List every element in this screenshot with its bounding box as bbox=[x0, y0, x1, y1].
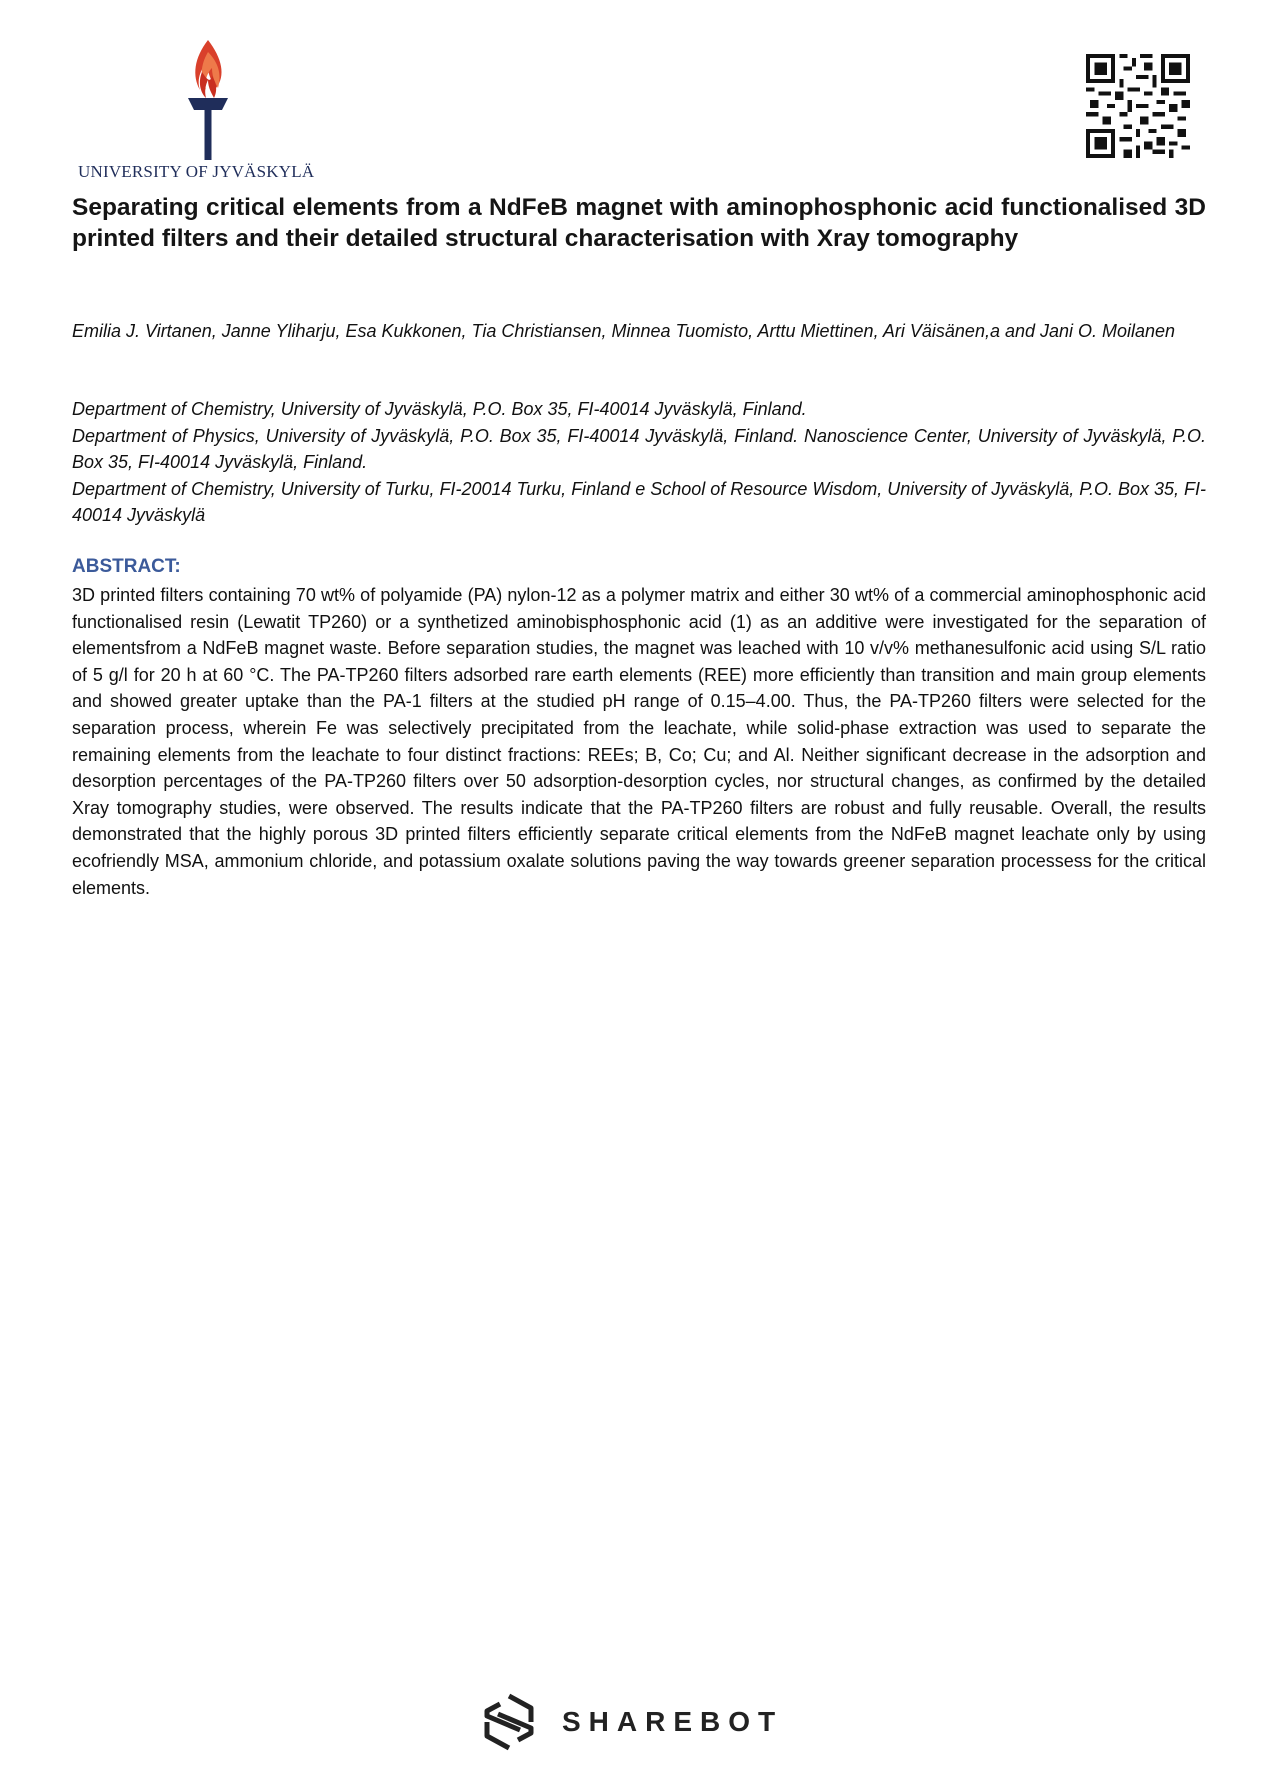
abstract-text: 3D printed filters containing 70 wt% of polyamide (PA) nylon-12 as a polymer matrix and either 30 wt% of a commercial aminophosphonic acid functionalised resin (Lewatit TP260) or a synthetized aminobisphosphonic acid (1) as an additive were investigated for the separation of elementsfrom a NdFeB magnet waste. Before separation studies, the magnet was leached with 10 v/v% methanesulfonic acid using S/L ratio of 5 g/l for 20 h at 60 °C. The PA-TP260 filters adsorbed rare earth elements (REE) more efficiently than transition and main group elements and showed greater uptake than the PA-1 filters at the studied pH range of 0.15–4.00. Thus, the PA-TP260 filters were selected for the separation process, wherein Fe was selectively precipitated from the leachate, while solid-phase extraction was used to separate the remaining elements from the leachate to four distinct fractions: REEs; B, Co; Cu; and Al. Neither significant decrease in the adsorption and desorption percentages of the PA-TP260 filters over 50 adsorption-desorption cycles, nor structural changes, as confirmed by the detailed Xray tomography studies, were observed. The results indicate that the PA-TP260 filters are robust and fully reusable. Overall, the results demonstrated that the highly porous 3D printed filters efficiently separate critical elements from the NdFeB magnet leachate only by using ecofriendly MSA, ammonium chloride, and potassium oxalate solutions paving the way towards greener separation processess for the critical elements. bbox=[72, 585, 1206, 898]
affiliation-item: Department of Chemistry, University of Jyväskylä, P.O. Box 35, FI-40014 Jyväskylä, Finland. bbox=[72, 399, 807, 419]
university-name: UNIVERSITY OF JYVÄSKYLÄ bbox=[78, 162, 315, 181]
qr-code-icon[interactable] bbox=[1086, 54, 1190, 158]
affiliation-item: Department of Chemistry, University of Turku, FI-20014 Turku, Finland e School of Resource Wisdom, University of Jyväskylä, P.O. Box 35, FI-40014 Jyväskylä bbox=[72, 478, 1206, 525]
torch-icon bbox=[182, 38, 234, 162]
affiliation-item: Department of Physics, University of Jyväskylä, P.O. Box 35, FI-40014 Jyväskylä, Finland. Nanoscience Center, University of Jyväskylä, P.O. Box 35, FI-40014 Jyväskylä, Finland. bbox=[72, 425, 1206, 472]
footer-brand bbox=[480, 1692, 800, 1752]
affiliation-list bbox=[72, 396, 1206, 529]
brand-name: SHAREBOT bbox=[562, 1706, 784, 1737]
sharebot-logo-icon bbox=[480, 1692, 538, 1752]
abstract-heading: ABSTRACT: bbox=[72, 556, 181, 577]
author-list: Emilia J. Virtanen, Janne Yliharju, Esa Kukkonen, Tia Christiansen, Minnea Tuomisto, Arttu Miettinen, Ari Väisänen,a and Jani O. Moilanen bbox=[72, 321, 1176, 341]
paper-title: Separating critical elements from a NdFeB magnet with aminophosphonic acid functionalised 3D printed filters and their detailed structural characterisation with Xray tomography bbox=[72, 194, 1206, 252]
university-logo bbox=[78, 38, 338, 188]
